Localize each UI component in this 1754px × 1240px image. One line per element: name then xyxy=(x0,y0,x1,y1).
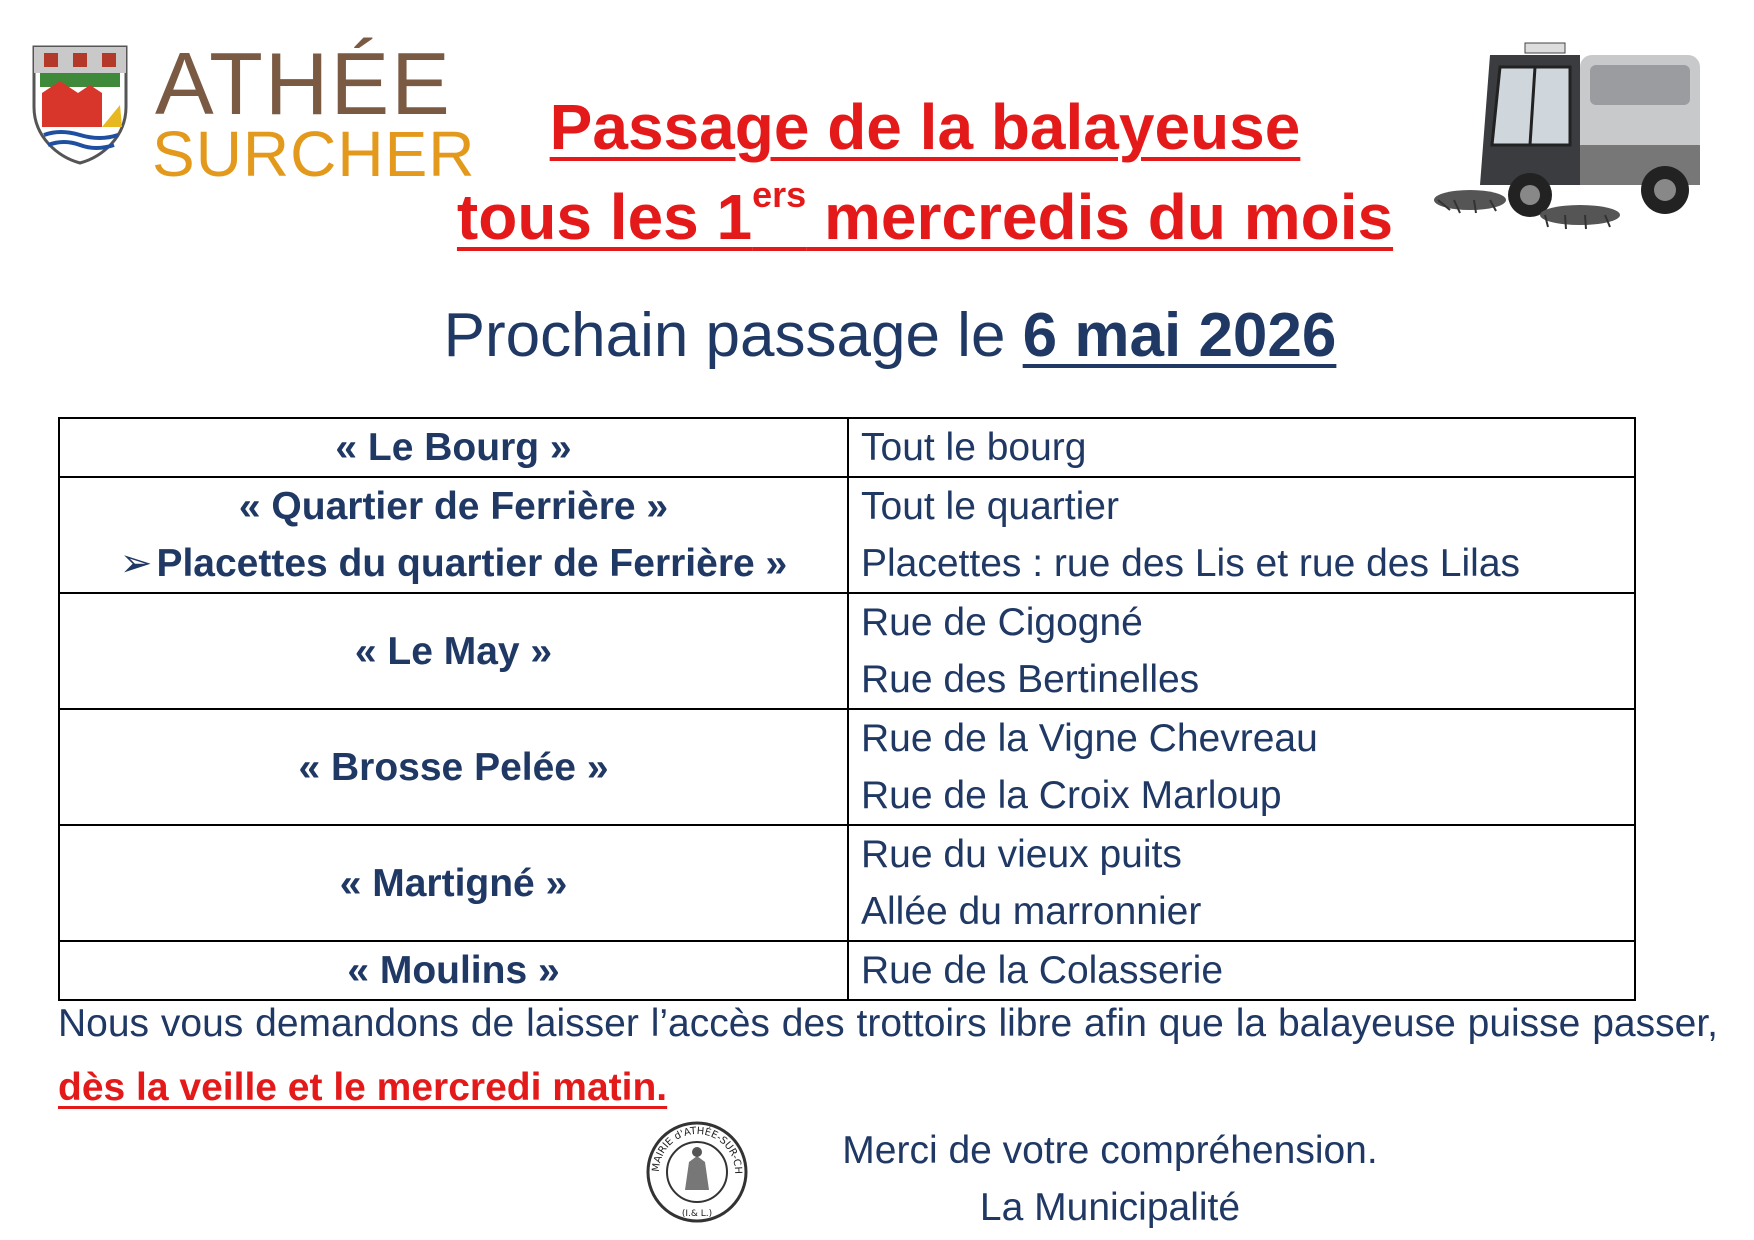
town-logo xyxy=(30,45,130,165)
zone-cell: « Le May » xyxy=(59,593,848,709)
streets-cell: Rue de la Colasserie xyxy=(848,941,1635,1000)
svg-text:(I.& L.): (I.& L.) xyxy=(681,1209,713,1219)
next-pass-heading xyxy=(300,301,1480,370)
logo-wordmark-top: ATHÉE xyxy=(155,34,452,133)
notice-paragraph xyxy=(58,992,1718,1120)
table-row xyxy=(59,825,1635,941)
zone-cell: « Brosse Pelée » xyxy=(59,709,848,825)
street-sweeper-icon xyxy=(1430,35,1730,245)
streets-cell: Rue du vieux puits Allée du marronnier xyxy=(848,825,1635,941)
notice-highlight: dès la veille et le mercredi matin. xyxy=(58,1066,668,1109)
zone-cell: « Le Bourg » xyxy=(59,418,848,477)
table-row xyxy=(59,593,1635,709)
arrow-bullet-icon: ➢ xyxy=(119,542,153,585)
table-row xyxy=(59,418,1635,477)
stamp-seal-icon xyxy=(645,1120,750,1225)
next-pass-label: Prochain passage le xyxy=(443,301,1023,370)
coat-of-arms-icon xyxy=(30,45,130,165)
schedule-table xyxy=(58,417,1636,1001)
town-hall-stamp xyxy=(645,1120,750,1225)
svg-text:MAIRIE d'ATHÉE-SUR-CHER: MAIRIE d'ATHÉE-SUR-CH xyxy=(650,1125,744,1175)
streets-cell: Tout le quartier Placettes : rue des Lis et rue des Lilas xyxy=(848,477,1635,593)
signature-text: La Municipalité xyxy=(979,1186,1241,1229)
streets-cell: Tout le bourg xyxy=(848,418,1635,477)
notice-text: Nous vous demandons de laisser l’accès des trottoirs libre afin que la balayeuse puisse passer, xyxy=(58,1002,1718,1045)
table-row xyxy=(59,477,1635,593)
page-title-line-1: Passage de la balayeuse xyxy=(549,91,1301,163)
closing-block xyxy=(780,1122,1440,1236)
thanks-text: Merci de votre compréhension. xyxy=(842,1129,1378,1172)
next-pass-date: 6 mai 2026 xyxy=(1022,301,1337,370)
zone-cell: « Martigné » xyxy=(59,825,848,941)
streets-cell: Rue de Cigogné Rue des Bertinelles xyxy=(848,593,1635,709)
page-title-line-2: tous les 1ers mercredis du mois xyxy=(456,174,1394,253)
zone-cell: « Moulins » xyxy=(59,941,848,1000)
zone-cell: « Quartier de Ferrière » ➢ Placettes du quartier de Ferrière » xyxy=(59,477,848,593)
street-sweeper-image xyxy=(1430,35,1730,245)
table-row xyxy=(59,709,1635,825)
logo-wordmark-bottom: SURCHER xyxy=(152,118,476,190)
streets-cell: Rue de la Vigne Chevreau Rue de la Croix Marloup xyxy=(848,709,1635,825)
